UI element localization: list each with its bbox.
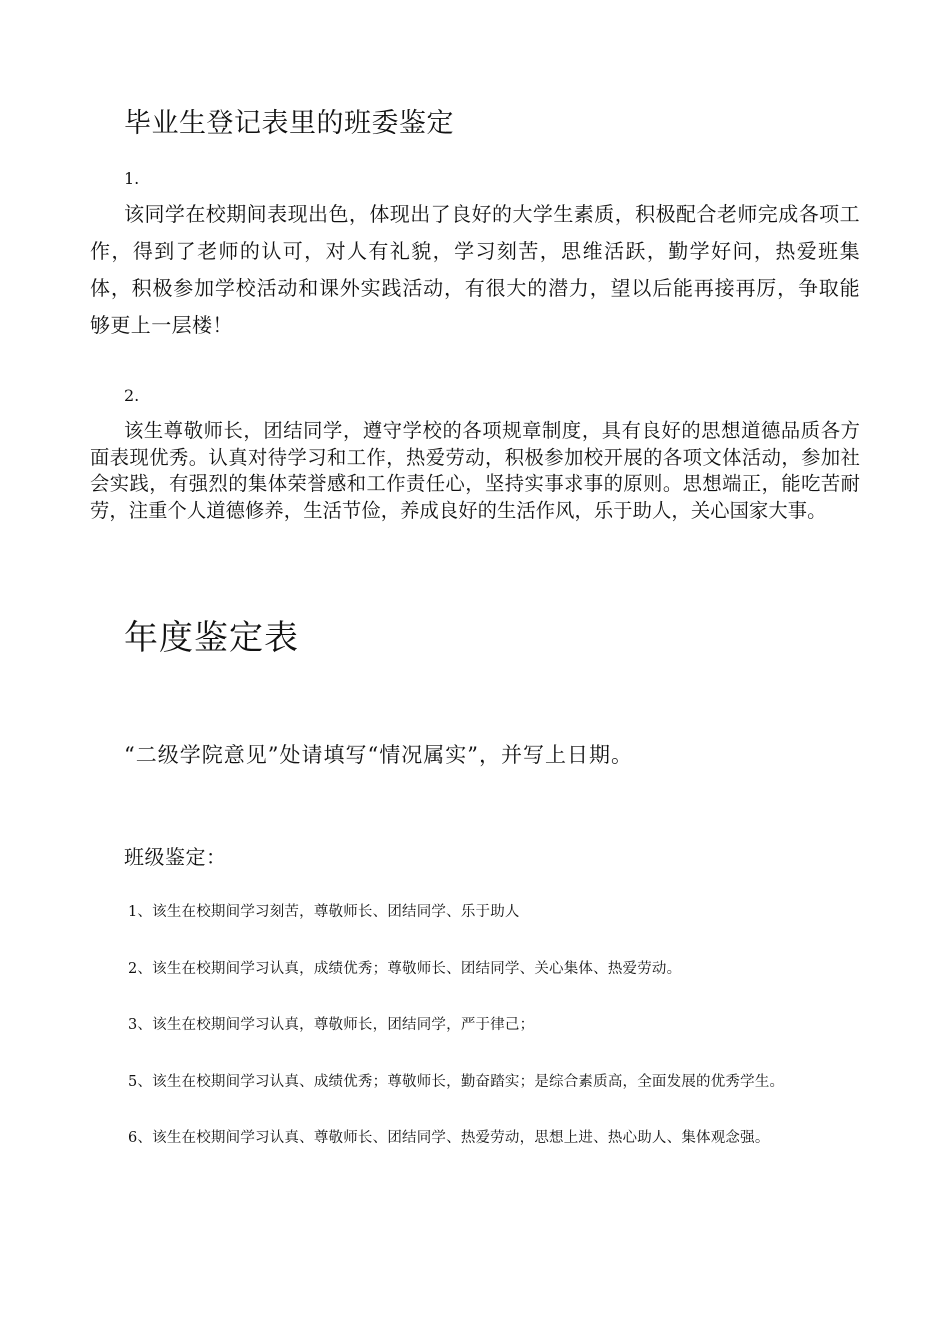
evaluation-item: 3、该生在校期间学习认真，尊敬师长，团结同学，严于律己；: [128, 1017, 535, 1033]
evaluation-item: 1、该生在校期间学习刻苦，尊敬师长、团结同学、乐于助人: [128, 904, 520, 920]
evaluation-item: 6、该生在校期间学习认真、尊敬师长、团结同学、热爱劳动，思想上进、热心助人、集体观念强。: [128, 1130, 770, 1146]
section2-title: 年度鉴定表: [124, 618, 299, 658]
item-number-2: 2.: [124, 386, 140, 405]
item-number-1: 1.: [124, 169, 140, 188]
section1-title: 毕业生登记表里的班委鉴定: [124, 108, 454, 139]
item-text-1: 该同学在校期间表现出色，体现出了良好的大学生素质，积极配合老师完成各项工作，得到了老师的认可，对人有礼貌，学习刻苦，思维活跃，勤学好问，热爱班集体，积极参加学校活动和课外实践活动，有很大的潜力，望以后能再接再厉，争取能够更上一层楼！: [90, 202, 860, 337]
evaluation-list: [128, 902, 888, 1185]
evaluation-item: 5、该生在校期间学习认真、成绩优秀；尊敬师长，勤奋踏实；是综合素质高，全面发展的优秀学生。: [128, 1073, 785, 1090]
item-text-2: 该生尊敬师长，团结同学，遵守学校的各项规章制度，具有良好的思想道德品质各方面表现优秀。认真对待学习和工作，热爱劳动，积极参加校开展的各项文体活动，参加社会实践，有强烈的集体荣誉感和工作责任心，坚持实事求事的原则。思想端正，能吃苦耐劳，注重个人道德修养，生活节俭，养成良好的生活作风，乐于助人，关心国家大事。: [90, 419, 860, 522]
evaluation-item: 2、该生在校期间学习认真，成绩优秀；尊敬师长、团结同学、关心集体、热爱劳动。: [128, 960, 682, 977]
instruction-note: “二级学院意见”处请填写“情况属实”，并写上日期。: [124, 743, 633, 767]
class-evaluation-label: 班级鉴定：: [124, 845, 227, 869]
